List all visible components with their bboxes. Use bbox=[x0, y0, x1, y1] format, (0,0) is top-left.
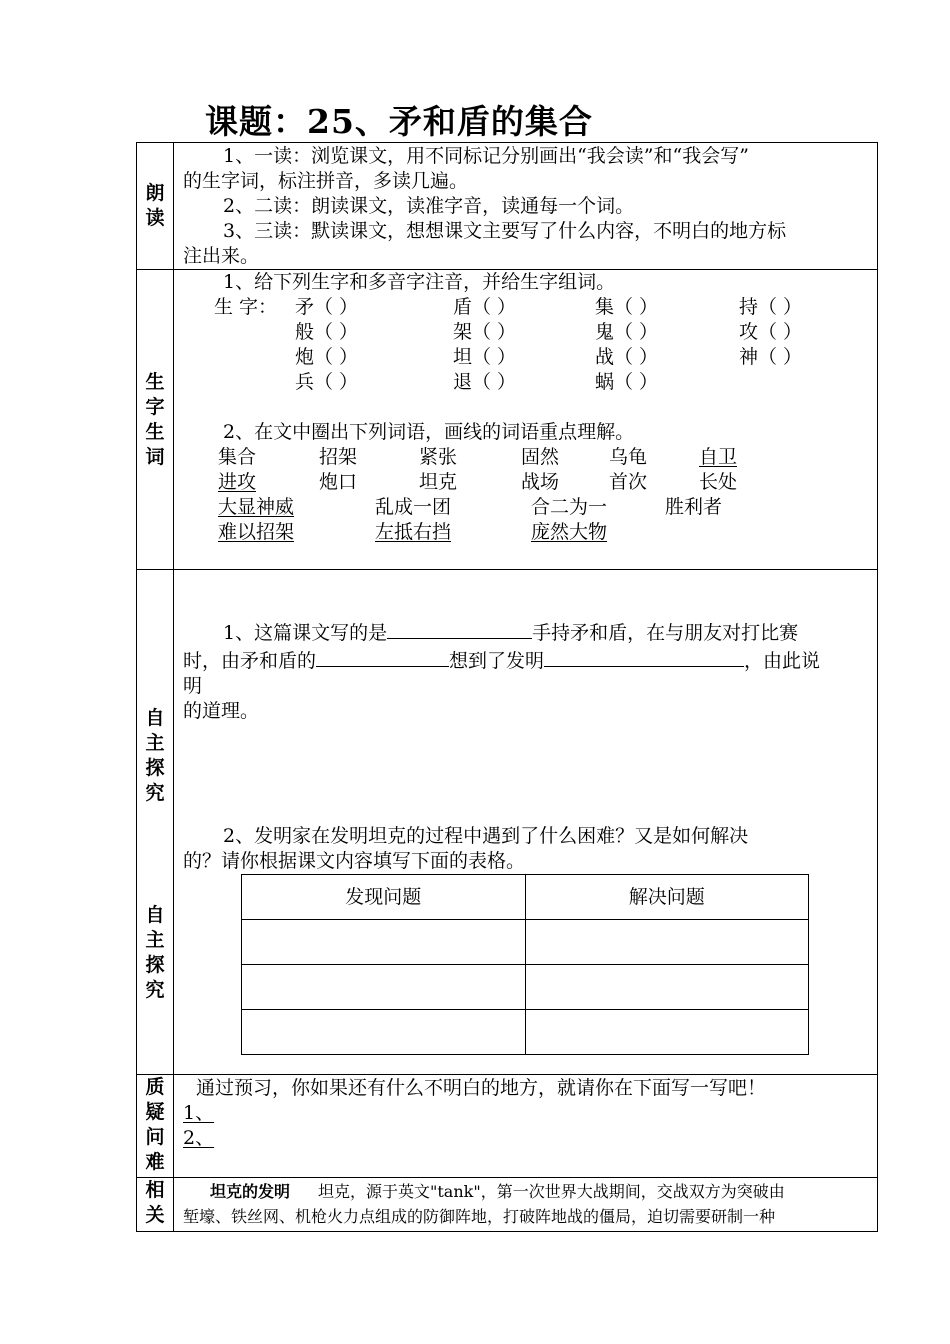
reading-line: 3、三读：默读课文，想想课文主要写了什么内容，不明白的地方标 bbox=[223, 220, 787, 242]
explore-label-char: 究 bbox=[145, 979, 165, 1001]
char-item: 般（ ） bbox=[295, 321, 359, 343]
vocab-word: 坦克 bbox=[419, 471, 458, 493]
new-words-row bbox=[137, 270, 878, 570]
char-item: 攻（ ） bbox=[739, 321, 803, 343]
questions-label-cell bbox=[137, 1075, 174, 1178]
reading-content-cell bbox=[174, 143, 878, 270]
q1-text: 时，由矛和盾的 bbox=[183, 650, 317, 672]
related-row bbox=[137, 1178, 878, 1232]
char-item: 持（ ） bbox=[739, 296, 803, 318]
related-content-cell bbox=[174, 1178, 878, 1232]
explore-label-char: 究 bbox=[145, 782, 165, 804]
vocab-word: 紧张 bbox=[419, 446, 458, 468]
char-item: 神（ ） bbox=[739, 346, 803, 368]
table-header-problem: 发现问题 bbox=[242, 875, 526, 920]
new-words-label-cell bbox=[137, 270, 174, 570]
reading-line: 注出来。 bbox=[183, 245, 260, 267]
problem-solution-table bbox=[241, 874, 809, 1055]
q1-text: 明 bbox=[183, 675, 203, 697]
char-item: 架（ ） bbox=[453, 321, 517, 343]
char-item: 矛（ ） bbox=[295, 296, 359, 318]
explore-label-char: 探 bbox=[145, 757, 165, 779]
questions-content-cell bbox=[174, 1075, 878, 1178]
vocab-word: 胜利者 bbox=[665, 496, 723, 518]
explore-row bbox=[137, 570, 878, 1075]
vocab-word: 集合 bbox=[218, 446, 257, 468]
new-words-label-char: 词 bbox=[145, 446, 165, 468]
related-text: 坦克，源于英文"tank"，第一次世界大战期间，交战双方为突破由 bbox=[318, 1182, 785, 1201]
char-item: 炮（ ） bbox=[295, 346, 359, 368]
questions-label-char: 质 bbox=[145, 1076, 165, 1098]
question-item[interactable]: 1、 bbox=[183, 1102, 215, 1124]
char-item: 退（ ） bbox=[453, 371, 517, 393]
reading-row bbox=[137, 143, 878, 270]
q1-text: 手持矛和盾，在与朋友对打比赛 bbox=[532, 622, 799, 644]
vocab-word-underlined: 自卫 bbox=[699, 446, 738, 468]
char-item: 集（ ） bbox=[595, 296, 659, 318]
explore-question-2: 2、发明家在发明坦克的过程中遇到了什么困难？又是如何解决 bbox=[223, 825, 749, 847]
reading-label-char: 读 bbox=[145, 207, 165, 229]
new-words-content-cell bbox=[174, 270, 878, 570]
explore-label-char: 主 bbox=[145, 732, 165, 754]
reading-label-cell bbox=[137, 143, 174, 270]
new-words-label-char: 生 bbox=[145, 371, 165, 393]
table-cell-empty[interactable] bbox=[525, 965, 809, 1010]
q1-text: 的道理。 bbox=[183, 700, 260, 722]
questions-row bbox=[137, 1075, 878, 1178]
reading-line: 2、二读：朗读课文，读准字音，读通每一个词。 bbox=[223, 195, 635, 217]
explore-content-cell bbox=[174, 570, 878, 1075]
char-item: 鬼（ ） bbox=[595, 321, 659, 343]
reading-line: 的生字词，标注拼音，多读几遍。 bbox=[183, 170, 469, 192]
related-heading: 坦克的发明 bbox=[210, 1182, 291, 1201]
worksheet-table bbox=[136, 142, 878, 1232]
vocab-word: 固然 bbox=[521, 446, 560, 468]
explore-label-char: 主 bbox=[145, 929, 165, 951]
char-item: 蜗（ ） bbox=[595, 371, 659, 393]
table-cell-empty[interactable] bbox=[242, 1010, 526, 1055]
questions-label-char: 疑 bbox=[145, 1101, 165, 1123]
explore-label-char: 自 bbox=[145, 707, 165, 729]
vocab-word-underlined: 难以招架 bbox=[218, 521, 295, 543]
table-cell-empty[interactable] bbox=[525, 1010, 809, 1055]
chars-label: 生 字： bbox=[214, 296, 278, 318]
question-item[interactable]: 2、 bbox=[183, 1127, 215, 1149]
table-cell-empty[interactable] bbox=[242, 920, 526, 965]
page-title: 课题：25、矛和盾的集合 bbox=[205, 102, 593, 141]
vocab-word: 乌龟 bbox=[609, 446, 648, 468]
q1-text: 想到了发明 bbox=[449, 650, 545, 672]
reading-label-char: 朗 bbox=[145, 182, 165, 204]
related-label-char: 关 bbox=[145, 1204, 165, 1226]
table-cell-empty[interactable] bbox=[242, 965, 526, 1010]
vocab-word-underlined: 进攻 bbox=[218, 471, 257, 493]
vocab-word: 乱成一团 bbox=[375, 496, 452, 518]
related-label-char: 相 bbox=[145, 1179, 165, 1201]
vocab-word-underlined: 左抵右挡 bbox=[375, 521, 452, 543]
char-item: 坦（ ） bbox=[453, 346, 517, 368]
reading-line: 1、一读：浏览课文，用不同标记分别画出“我会读”和“我会写” bbox=[223, 145, 749, 167]
answer-blank[interactable] bbox=[544, 646, 744, 667]
vocab-word-underlined: 庞然大物 bbox=[531, 521, 608, 543]
vocab-word: 合二为一 bbox=[531, 496, 608, 518]
vocab-word: 炮口 bbox=[319, 471, 358, 493]
explore-question-1-cont bbox=[183, 646, 869, 674]
new-words-instruction: 1、给下列生字和多音字注音，并给生字组词。 bbox=[223, 271, 616, 293]
new-words-label-char: 生 bbox=[145, 421, 165, 443]
explore-label-cell bbox=[137, 570, 174, 1075]
vocab-word: 首次 bbox=[609, 471, 648, 493]
explore-question-1 bbox=[183, 618, 869, 646]
questions-prompt: 通过预习，你如果还有什么不明白的地方，就请你在下面写一写吧！ bbox=[196, 1077, 767, 1099]
char-item: 兵（ ） bbox=[295, 371, 359, 393]
vocab-word: 招架 bbox=[319, 446, 358, 468]
vocab-word: 长处 bbox=[699, 471, 738, 493]
related-label-cell bbox=[137, 1178, 174, 1232]
vocab-word-underlined: 大显神威 bbox=[218, 496, 295, 518]
new-words-label-char: 字 bbox=[145, 396, 165, 418]
q1-text: 1、这篇课文写的是 bbox=[223, 622, 388, 644]
new-chars-grid bbox=[183, 295, 869, 395]
vocab-word: 战场 bbox=[521, 471, 560, 493]
table-cell-empty[interactable] bbox=[525, 920, 809, 965]
vocabulary-grid bbox=[183, 445, 869, 545]
questions-label-char: 问 bbox=[145, 1126, 165, 1148]
char-item: 战（ ） bbox=[595, 346, 659, 368]
explore-label-char: 探 bbox=[145, 954, 165, 976]
explore-label-char: 自 bbox=[145, 904, 165, 926]
q1-text: ，由此说 bbox=[744, 650, 821, 672]
circle-words-instruction: 2、在文中圈出下列词语，画线的词语重点理解。 bbox=[223, 421, 635, 443]
answer-blank[interactable] bbox=[316, 646, 449, 667]
related-paragraph bbox=[183, 1179, 869, 1204]
related-text: 堑壕、铁丝网、机枪火力点组成的防御阵地，打破阵地战的僵局，迫切需要研制一种 bbox=[183, 1207, 776, 1226]
table-header-solution: 解决问题 bbox=[525, 875, 809, 920]
explore-question-2-cont: 的？请你根据课文内容填写下面的表格。 bbox=[183, 850, 526, 872]
questions-label-char: 难 bbox=[145, 1151, 165, 1173]
char-item: 盾（ ） bbox=[453, 296, 517, 318]
answer-blank[interactable] bbox=[387, 618, 532, 639]
